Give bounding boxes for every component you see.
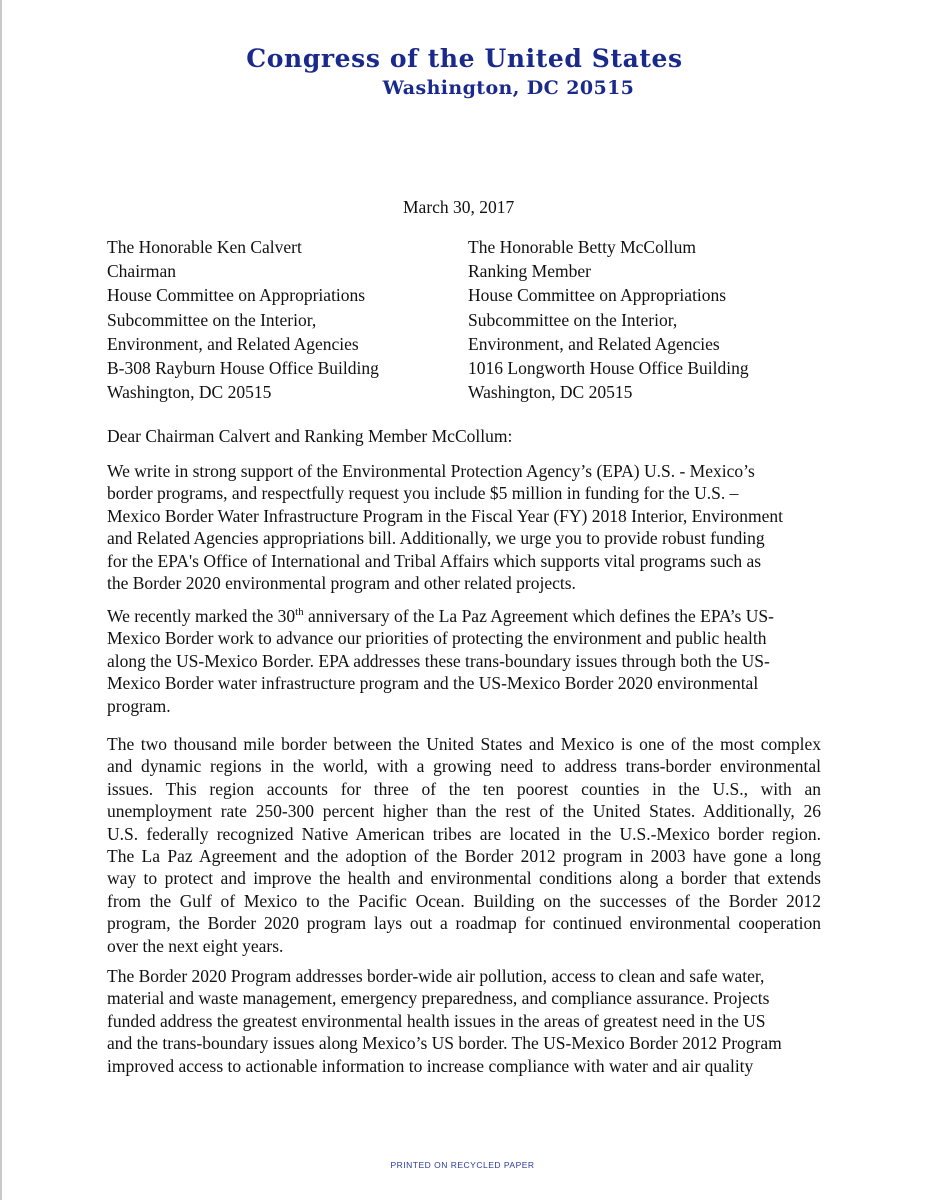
address-line: House Committee on Appropriations (468, 285, 727, 306)
paragraph-line: for the EPA's Office of International and Tribal Affairs which supports vital programs such as (107, 550, 762, 571)
address-line: Environment, and Related Agencies (107, 333, 359, 354)
paragraph-line: The two thousand mile border between the United States and Mexico is one of the most complex (107, 734, 821, 754)
paragraph-line: funded address the greatest environmental health issues in the areas of greatest need in the US (107, 1010, 766, 1031)
letterhead-title: Congress of the United States (246, 44, 683, 73)
paragraph-line (107, 605, 821, 627)
address-line: B-308 Rayburn House Office Building (107, 358, 379, 379)
paragraph-line: We write in strong support of the Environmental Protection Agency’s (EPA) U.S. - Mexico’s (107, 461, 755, 481)
paragraph-line: Mexico Border Water Infrastructure Program in the Fiscal Year (FY) 2018 Interior, Environment (107, 505, 784, 526)
paragraph-4 (107, 965, 821, 1077)
address-line: Washington, DC 20515 (468, 382, 633, 403)
paragraph-line: way to protect and improve the health and environmental conditions along a border that extends (107, 868, 821, 889)
paragraph-line: material and waste management, emergency preparedness, and compliance assurance. Projects (107, 988, 770, 1009)
paragraph-line: border programs, and respectfully request you include $5 million in funding for the U.S. – (107, 483, 739, 504)
address-line: Chairman (107, 261, 177, 282)
recipient-address-calvert (107, 235, 379, 404)
paragraph-line: improved access to actionable information to increase compliance with water and air quality (107, 1055, 754, 1076)
line-text: We recently marked the 30 (107, 606, 296, 626)
salutation: Dear Chairman Calvert and Ranking Member McCollum: (107, 426, 513, 446)
paragraph-line: and Related Agencies appropriations bill. Additionally, we urge you to provide robust funding (107, 528, 765, 549)
page-edge (0, 0, 2, 1200)
paragraph-line: over the next eight years. (107, 935, 284, 956)
letter-date: March 30, 2017 (403, 197, 515, 217)
paragraph-line: program, the Border 2020 program lays out a roadmap for continued environmental cooperation (107, 913, 821, 934)
paragraph-line: U.S. federally recognized Native American tribes are located in the U.S.-Mexico border region. (107, 823, 821, 844)
recipient-address-mccollum (468, 235, 749, 404)
paragraph-line: program. (107, 695, 171, 716)
line-text: anniversary of the La Paz Agreement which defines the EPA’s US- (303, 606, 774, 626)
paragraph-line: and dynamic regions in the world, with a growing need to address trans-border environmental (107, 756, 821, 777)
paragraph-line: unemployment rate 250-300 percent higher than the rest of the United States. Additionally, 26 (107, 801, 821, 822)
paragraph-1 (107, 460, 821, 594)
paragraph-line: Mexico Border work to advance our priorities of protecting the environment and public health (107, 628, 767, 649)
address-line: Subcommittee on the Interior, (468, 309, 678, 330)
address-line: The Honorable Ken Calvert (107, 237, 302, 257)
paragraph-3 (107, 733, 821, 957)
paragraph-line: The Border 2020 Program addresses border-wide air pollution, access to clean and safe water, (107, 966, 765, 986)
paragraph-line: Mexico Border water infrastructure program and the US-Mexico Border 2020 environmental (107, 673, 759, 694)
letterhead-subtitle: Washington, DC 20515 (382, 77, 635, 99)
paragraph-line: along the US-Mexico Border. EPA addresses these trans-boundary issues through both the US- (107, 650, 770, 671)
address-line: House Committee on Appropriations (107, 285, 366, 306)
address-line: 1016 Longworth House Office Building (468, 358, 749, 379)
address-line: Subcommittee on the Interior, (107, 309, 317, 330)
address-line: Environment, and Related Agencies (468, 333, 720, 354)
paragraph-2 (107, 605, 821, 717)
address-line: Ranking Member (468, 261, 591, 282)
paragraph-line: issues. This region accounts for three of the ten poorest counties in the U.S., with an (107, 778, 821, 799)
address-line: The Honorable Betty McCollum (468, 237, 696, 257)
letterhead (0, 44, 927, 99)
ordinal-superscript: th (295, 606, 304, 619)
address-line: Washington, DC 20515 (107, 382, 272, 403)
paragraph-line: the Border 2020 environmental program and other related projects. (107, 573, 576, 594)
footer-text: PRINTED ON RECYCLED PAPER (390, 1160, 535, 1170)
paragraph-line: The La Paz Agreement and the adoption of the Border 2012 program in 2003 have gone a long (107, 846, 821, 867)
paragraph-line: and the trans-boundary issues along Mexico’s US border. The US-Mexico Border 2012 Program (107, 1033, 782, 1054)
recycled-paper-footer (0, 1160, 927, 1170)
paragraph-line: from the Gulf of Mexico to the Pacific Ocean. Building on the successes of the Border 2012 (107, 890, 821, 911)
